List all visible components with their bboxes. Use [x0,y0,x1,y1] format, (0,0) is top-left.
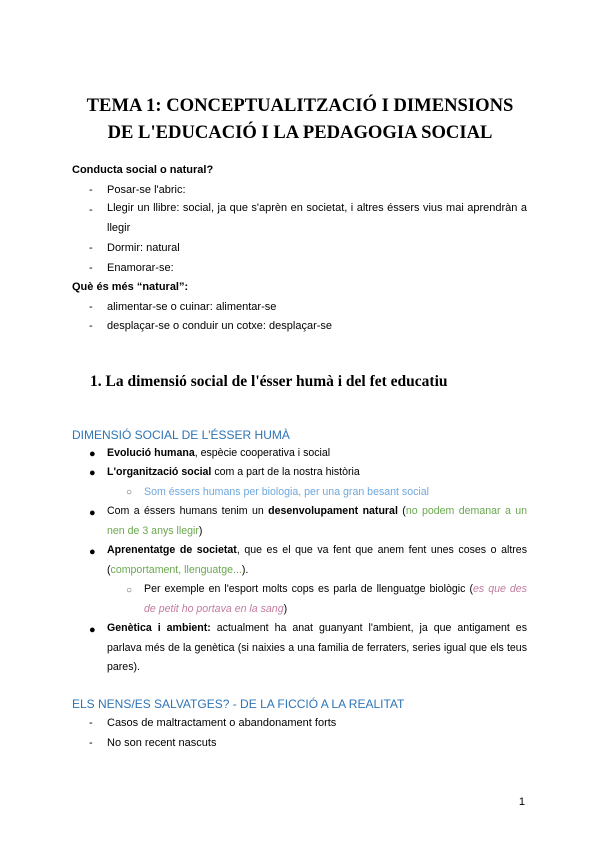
page-title [60,92,540,146]
paren-open: ( [397,505,406,517]
list-item: alimentar-se o cuinar: alimentar-se [107,301,277,313]
bullet-item [107,444,527,464]
list-item: Llegir un llibre: social, ja que s'aprèn en societat, i altres éssers vius mai aprendràn a llegir [107,202,527,234]
sub-bullet-icon: ○ [126,487,133,498]
list-item: Enamorar-se: [107,262,174,274]
bullet-item [107,541,527,580]
bullet-icon: ● [89,448,96,460]
bullet-icon: ● [89,546,96,558]
paren-close: ). [241,563,249,576]
item-text: com a part de la nostra història [211,466,360,478]
bold-term: Genètica i ambient: [107,622,211,634]
list-item: Posar-se l'abric: [107,184,186,196]
bullet-item [107,619,527,678]
sub-bullet-icon: ○ [126,585,133,596]
dash-icon: - [89,320,93,332]
green-note: comportament, llenguatge... [110,563,242,576]
green-note: no podem demanar a un nen de 3 anys llegir [107,505,528,537]
bullet-icon: ● [89,624,96,636]
dash-icon: - [89,242,93,254]
sub-bullet-item: Som éssers humans per biologia, per una gran besant social [144,486,430,498]
question-more-natural: Què és més “natural”: [72,281,189,293]
item-text: Per exemple en l'esport molts cops es parla de llenguatge biològic ( [144,583,473,595]
dash-icon: - [89,262,93,274]
bullet-item [107,502,527,541]
bold-term: Evolució humana [107,447,195,459]
sub-bullet-item [144,580,527,619]
pink-note: es que des de petit ho portava en la sang [144,583,527,615]
dash-icon: - [89,301,93,313]
subsection-heading: ELS NENS/ES SALVATGES? - DE LA FICCIÓ A LA REALITAT [72,697,405,711]
paren-close: ) [283,602,288,615]
dash-icon: - [89,184,93,196]
dash-icon: - [89,204,93,216]
item-text: actualment ha anat guanyant l'ambient, ja que antigament es parlava més de la genètica (si naixies a una familia de ferraters, series igual que els teus pares). [107,622,527,673]
bullet-icon: ● [89,507,96,519]
list-item: Casos de maltractament o abandonament forts [107,717,337,729]
bullet-icon: ● [89,467,96,479]
title-line-2: DE L'EDUCACIÓ I LA PEDAGOGIA SOCIAL [107,122,493,143]
bullet-item [107,463,527,483]
dash-icon: - [89,737,93,749]
item-text: Com a éssers humans tenim un [107,505,269,517]
section-heading: 1. La dimensió social de l'ésser humà i del fet educatiu [90,373,448,390]
list-item: No son recent nascuts [107,737,217,749]
page-number: 1 [518,796,525,808]
list-item: Dormir: natural [107,242,180,254]
item-text: , espècie cooperativa i social [194,447,331,459]
question-social-natural: Conducta social o natural? [72,164,214,176]
item-text: , que es el que va fent que anem fent unes coses o altres ( [107,544,527,576]
bold-term: L'organització social [107,466,212,478]
paren-close: ) [198,524,203,537]
bold-term: desenvolupament natural [268,505,398,517]
subsection-heading: DIMENSIÓ SOCIAL DE L'ÉSSER HUMÀ [72,428,290,442]
bold-term: Aprenentatge de societat [107,544,237,556]
dash-icon: - [89,717,93,729]
list-item: desplaçar-se o conduir un cotxe: desplaçar-se [107,320,333,332]
title-line-1: TEMA 1: CONCEPTUALITZACIÓ I DIMENSIONS [86,95,514,116]
